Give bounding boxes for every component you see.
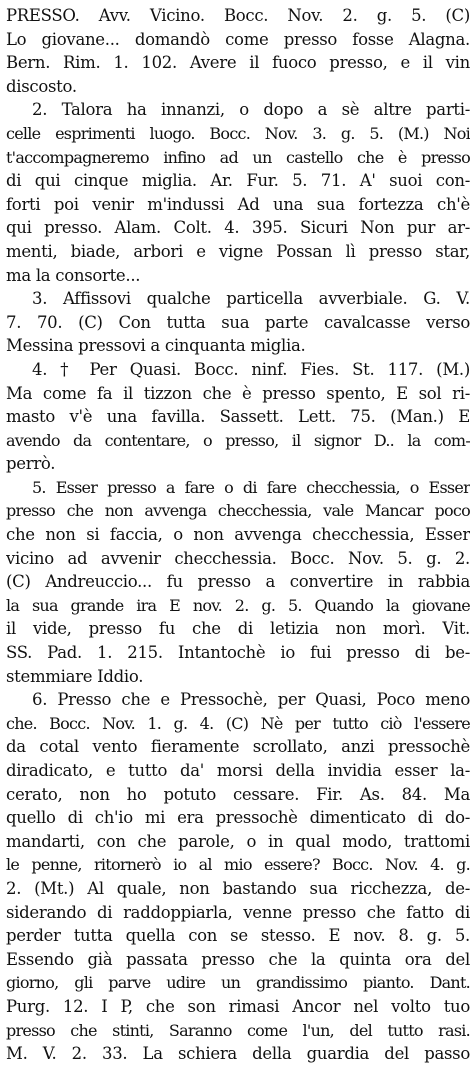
text-line: vicino ad avvenir checchessia. Bocc. Nov. 5. g. 2. [6,548,470,568]
text-line: quello di ch'io mi era pressochè dimenticato di do- [6,808,470,828]
text-line: che non si faccia, o non avvenga checchessia, Esser [6,525,470,545]
text-line: celle esprimenti luogo. Bocc. Nov. 3. g. 5. (M.) Noi [6,123,470,143]
text-line: 5. Esser presso a fare o di fare checchessia, o Esser [32,477,470,497]
text-line: 3. Affissovi qualche particella avverbiale. G. V. [32,289,470,309]
text-line: SS. Pad. 1. 215. Intantochè io fui presso di be- [6,643,470,663]
text-line: stemmiare Iddio. [6,666,144,686]
text-line: ma la consorte... [6,265,141,285]
text-line: Purg. 12. I P, che son rimasi Ancor nel volto tuo [6,996,470,1016]
text-line: Essendo già passata presso che la quinta ora del [6,949,470,969]
text-line: cerato, non ho potuto cessare. Fir. As. 84. Ma [6,784,470,804]
text-line: il vide, presso fu che di letizia non morì. Vit. [6,619,470,639]
text-line: qui presso. Alam. Colt. 4. 395. Sicuri Non pur ar- [6,218,470,238]
text-line: (C) Andreuccio... fu presso a convertire in rabbia [6,572,470,592]
text-line: da cotal vento fieramente scrollato, anzi pressochè [6,737,470,757]
text-line: la sua grande ira E nov. 2. g. 5. Quando la giovane [6,595,470,615]
text-line: siderando di raddoppiarla, venne presso che fatto di [6,902,470,922]
text-line: M. V. 2. 33. La schiera della guardia del passo [6,1044,470,1064]
text-line: diradicato, e tutto da' morsi della invidia esser la- [6,761,470,780]
text-line: masto v'è una favilla. Sassett. Lett. 75. (Man.) E [6,407,470,427]
text-line: forti poi venir m'indussi Ad una sua fortezza ch'è [6,194,470,214]
text-line: Ma come fa il tizzon che è presso spento, E sol ri- [6,383,470,403]
text-line: Messina pressovi a cinquanta miglia. [6,336,306,356]
text-line: 2. (Mt.) Al quale, non bastando sua ricchezza, de- [6,878,470,898]
text-line: 4. † Per Quasi. Bocc. ninf. Fies. St. 117. (M.) [32,359,470,379]
text-line: di qui cinque miglia. Ar. Fur. 5. 71. A' suoi con- [6,171,470,191]
text-line: Lo giovane... domandò come presso fosse Alagna. [6,29,470,49]
text-line: discosto. [6,76,77,96]
text-line: giorno, gli parve udire un grandissimo pianto. Dant. [6,973,470,993]
text-line: 6. Presso che e Pressochè, per Quasi, Poco meno [32,690,470,710]
text-line: perder tutta quella con se stesso. E nov. 8. g. 5. [6,926,470,946]
text-line: t'accompagneremo infino ad un castello che è presso [6,147,470,167]
text-line: mandarti, con che parole, o in qual modo, trattomi [6,831,470,851]
text-line: presso che stinti, Saranno come l'un, del tutto rasi. [6,1020,470,1040]
text-line: menti, biade, arbori e vigne Possan lì presso star, [6,241,470,261]
text-line: 7. 70. (C) Con tutta sua parte cavalcasse verso [6,312,470,332]
text-line: 2. Talora ha innanzi, o dopo a sè altre parti- [32,100,470,120]
text-line: che. Bocc. Nov. 1. g. 4. (C) Nè per tutto ciò l'essere [6,713,470,733]
text-line: le penne, ritornerò io al mio essere? Bocc. Nov. 4. g. [6,855,470,875]
text-line: PRESSO. Avv. Vicino. Bocc. Nov. 2. g. 5. (C) [6,6,470,25]
text-line: avendo da contentare, o presso, il signor D.. la com- [6,430,470,450]
text-line: Bern. Rim. 1. 102. Avere il fuoco presso, e il vin [6,53,470,73]
text-line: perrò. [6,454,56,474]
text-line: presso che non avvenga checchessia, vale Mancar poco [6,501,470,521]
